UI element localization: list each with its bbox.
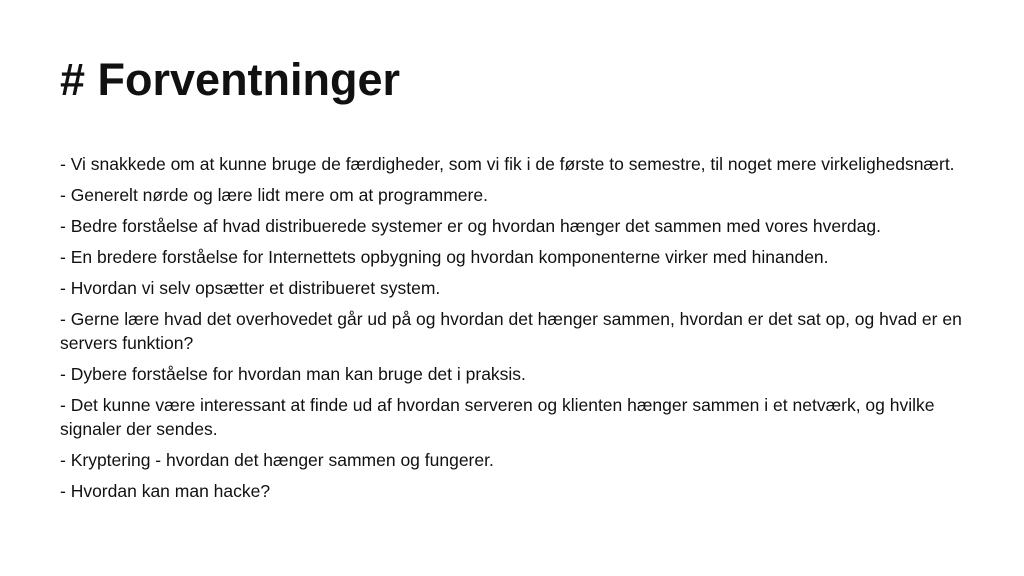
bullet-item: - Dybere forståelse for hvordan man kan bruge det i praksis.: [60, 364, 526, 384]
bullet-item: - Kryptering - hvordan det hænger sammen og fungerer.: [60, 450, 494, 470]
bullet-item: - Vi snakkede om at kunne bruge de færdigheder, som vi fik i de første to semestre, til noget mere virkelighedsnært.: [60, 154, 955, 174]
bullet-item: - Hvordan vi selv opsætter et distribueret system.: [60, 278, 441, 298]
slide-title: # Forventninger: [60, 54, 401, 105]
bullet-item: - Gerne lære hvad det overhovedet går ud på og hvordan det hænger sammen, hvordan er det sat op, og hvad er en servers funktion?: [60, 309, 962, 353]
bullet-item: - Bedre forståelse af hvad distribuerede systemer er og hvordan hænger det sammen med vores hverdag.: [60, 216, 881, 236]
bullet-item: - Det kunne være interessant at finde ud af hvordan serveren og klienten hænger sammen i et netværk, og hvilke signaler der sendes.: [60, 395, 935, 439]
bullet-item: - Generelt nørde og lære lidt mere om at programmere.: [60, 185, 488, 205]
bullet-item: - Hvordan kan man hacke?: [60, 481, 271, 501]
slide-body: [60, 152, 970, 510]
bullet-item: - En bredere forståelse for Internettets opbygning og hvordan komponenterne virker med hinanden.: [60, 247, 829, 267]
